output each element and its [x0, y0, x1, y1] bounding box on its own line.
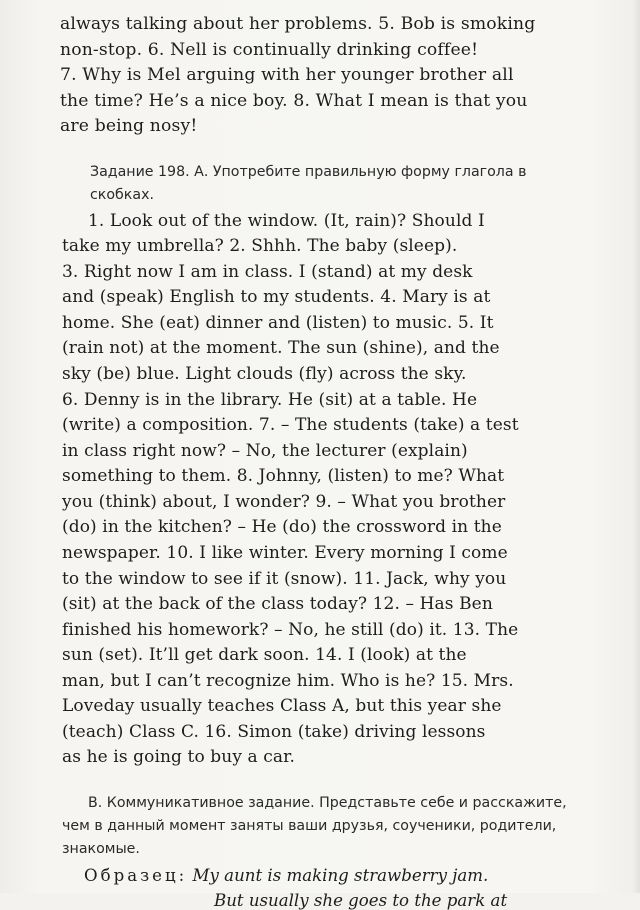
exercise-line: 6. Denny is in the library. He (sit) at a table. He — [62, 390, 478, 410]
text-line: are being nosy! — [60, 116, 198, 136]
sample-line-2: But usually she goes to the park at — [214, 891, 508, 910]
page-edge-shadow — [632, 0, 640, 893]
exercise-line: newspaper. 10. I like winter. Every morning I come — [62, 543, 508, 563]
exercise-line: (write) a composition. 7. – The students (take) a test — [62, 415, 519, 435]
exercise-line: as he is going to buy a car. — [62, 747, 295, 767]
exercise-line: 3. Right now I am in class. I (stand) at my desk — [62, 262, 473, 282]
exercise-line: (rain not) at the moment. The sun (shine), and the — [62, 338, 500, 358]
sample-line-1 — [84, 866, 488, 885]
exercise-line: you (think) about, I wonder? 9. – What you brother — [62, 492, 506, 512]
text-line: 7. Why is Mel arguing with her younger brother all — [60, 65, 514, 85]
heading-line: скобках. — [90, 187, 154, 203]
exercise-line: home. She (eat) dinner and (listen) to music. 5. It — [62, 313, 494, 333]
text-line: non-stop. 6. Nell is continually drinking coffee! — [60, 40, 479, 60]
exercise-line: something to them. 8. Johnny, (listen) to me? What — [62, 466, 505, 486]
task-b-line: знакомые. — [62, 841, 140, 857]
task-b-line: чем в данный момент заняты ваши друзья, соученики, родители, — [62, 818, 557, 834]
exercise-line: finished his homework? – No, he still (do) it. 13. The — [62, 620, 519, 640]
exercise-line: in class right now? – No, the lecturer (explain) — [62, 441, 468, 461]
exercise-line: sky (be) blue. Light clouds (fly) across the sky. — [62, 364, 467, 384]
sample-text-1: My aunt is making strawberry jam. — [192, 866, 489, 885]
heading-line: Задание 198. А. Употребите правильную форму глагола в — [90, 164, 527, 180]
exercise-line: and (speak) English to my students. 4. Mary is at — [62, 287, 491, 307]
exercise-line: (teach) Class C. 16. Simon (take) driving lessons — [62, 722, 486, 742]
task-b-line: В. Коммуникативное задание. Представьте себе и расскажите, — [88, 795, 567, 811]
exercise-line: to the window to see if it (snow). 11. Jack, why you — [62, 569, 507, 589]
exercise-line: sun (set). It’ll get dark soon. 14. I (look) at the — [62, 645, 467, 665]
exercise-line: take my umbrella? 2. Shhh. The baby (sleep). — [62, 236, 458, 256]
exercise-line: man, but I can’t recognize him. Who is he? 15. Mrs. — [62, 671, 514, 691]
exercise-line: Loveday usually teaches Class A, but this year she — [62, 696, 502, 716]
exercise-line: (sit) at the back of the class today? 12. – Has Ben — [62, 594, 493, 614]
text-line: always talking about her problems. 5. Bob is smoking — [60, 14, 536, 34]
text-line: the time? He’s a nice boy. 8. What I mean is that you — [60, 91, 528, 111]
sample-label: Образец: — [84, 866, 188, 885]
exercise-line: (do) in the kitchen? – He (do) the crossword in the — [62, 517, 502, 537]
exercise-line: 1. Look out of the window. (It, rain)? Should I — [88, 211, 485, 231]
